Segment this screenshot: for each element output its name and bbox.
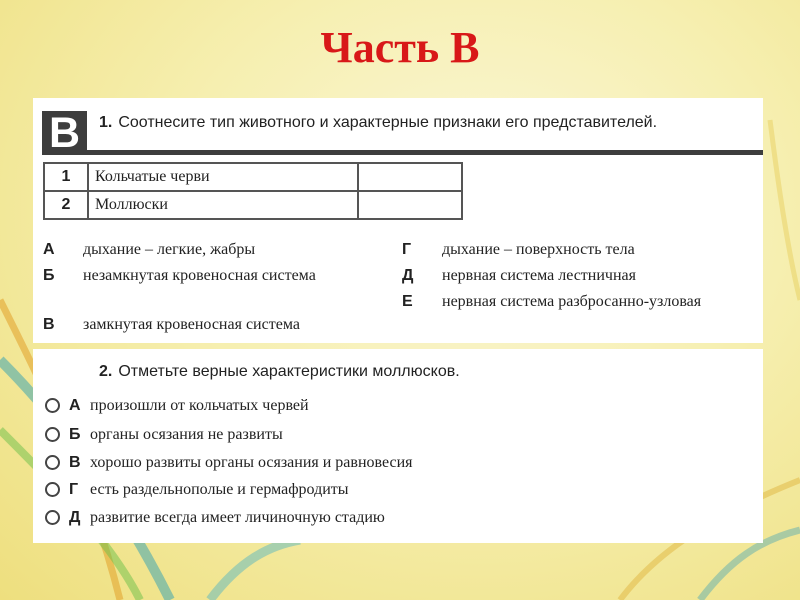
option-a (43, 239, 393, 261)
section-badge: В (42, 111, 87, 155)
option-text: нервная система разбросанно-узловая (442, 293, 702, 310)
option-letter: Б (43, 267, 55, 284)
task2-title (99, 363, 460, 381)
task1-number: 1. (99, 114, 113, 131)
choice-letter: В (69, 454, 81, 471)
task1-card (33, 98, 763, 343)
option-letter: Д (402, 267, 414, 284)
row-number: 1 (44, 163, 88, 191)
option-text: дыхание – легкие, жабры (83, 241, 256, 258)
radio-circle-icon[interactable] (45, 398, 60, 413)
choice-letter: А (69, 397, 81, 414)
option-d (402, 265, 752, 287)
task2-card (33, 349, 763, 543)
row-animal: Кольчатые черви (88, 163, 358, 191)
section-divider (87, 150, 763, 155)
row-animal: Моллюски (88, 191, 358, 219)
radio-circle-icon[interactable] (45, 510, 60, 525)
row-number: 2 (44, 191, 88, 219)
choice-text: хорошо развиты органы осязания и равновесия (90, 454, 413, 471)
choice-letter: Г (69, 481, 79, 498)
task1-prompt: Соотнесите тип животного и характерные признаки его представителей. (118, 114, 658, 131)
radio-circle-icon[interactable] (45, 427, 60, 442)
choice-text: органы осязания не развиты (90, 426, 283, 443)
answer-cell[interactable] (358, 191, 462, 219)
slide-title: Часть В (320, 23, 480, 72)
radio-circle-icon[interactable] (45, 482, 60, 497)
option-e (402, 291, 732, 313)
table-row (44, 191, 462, 219)
option-text: дыхание – поверхность тела (442, 241, 635, 258)
task2-prompt: Отметьте верные характеристики моллюсков. (118, 363, 460, 380)
option-letter: Г (402, 241, 412, 258)
choice-letter: Б (69, 426, 81, 443)
choice-text: есть раздельнополые и гермафродиты (90, 481, 349, 498)
option-letter: Е (402, 293, 413, 310)
option-g (402, 239, 752, 261)
option-text: нервная система лестничная (442, 267, 636, 284)
task2-number: 2. (99, 363, 113, 380)
task1-title (99, 114, 657, 132)
table-row (44, 163, 462, 191)
option-letter: В (43, 316, 55, 333)
match-table (43, 162, 463, 220)
option-b (43, 265, 343, 287)
option-text: замкнутая кровеносная система (83, 316, 300, 333)
answer-cell[interactable] (358, 163, 462, 191)
option-letter: А (43, 241, 55, 258)
option-text: незамкнутая кровеносная система (83, 267, 316, 284)
radio-circle-icon[interactable] (45, 455, 60, 470)
option-v (43, 314, 403, 336)
choice-text: развитие всегда имеет личиночную стадию (90, 509, 385, 526)
choice-letter: Д (69, 509, 81, 526)
choice-text: произошли от кольчатых червей (90, 397, 309, 414)
